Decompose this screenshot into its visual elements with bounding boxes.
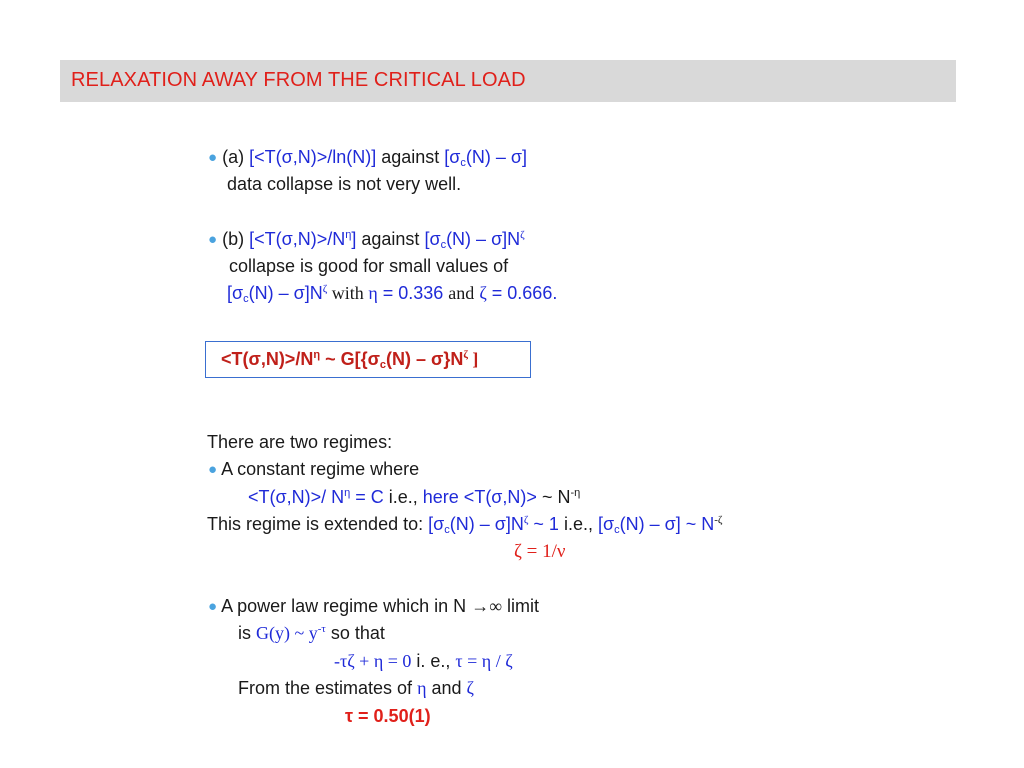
power-regime-heading: ● A power law regime which in N →∞ limit [208, 596, 540, 616]
zeta-nu-relation: ζ = 1/ν [514, 541, 566, 562]
item-b-expression: $[<T(\sigma,N)>/N^\eta]$ [249, 229, 357, 249]
item-b-label: (b) [222, 229, 245, 249]
bullet-icon: ● [208, 149, 218, 166]
item-b-line3: $[\sigma_c(N) - \sigma]N^\zeta$ with η = 0.336 and ζ = 0.666. [227, 283, 558, 305]
item-b-line1 [208, 228, 525, 252]
scaling-equation: $<T(\sigma,N)>/N^\eta$ ~ $G[\{\sigma_c(N) - \sigma\}N^\zeta$ ] [221, 349, 479, 371]
item-b-line2: collapse is good for small values of [229, 256, 509, 276]
item-b-against: against [361, 229, 420, 249]
bullet-icon: ● [208, 461, 218, 478]
item-a-expression: [<T(σ,N)>/ln(N)] [249, 147, 377, 167]
constant-regime-equation: <T(σ,N)>/ $N^\eta = C$ i.e., here <T(σ,N)> ~ $N^{-\eta}$ [248, 487, 581, 507]
bullet-icon: ● [208, 598, 218, 615]
item-a-sigma-expr: $[\sigma_c(N) - \sigma]$ [444, 147, 528, 169]
tau-result: τ = 0.50(1) [345, 706, 431, 726]
title-bar [60, 60, 956, 102]
bullet-icon: ● [208, 231, 218, 248]
slide-title: RELAXATION AWAY FROM THE CRITICAL LOAD [71, 69, 526, 91]
constant-regime-heading: ● A constant regime where [208, 459, 420, 479]
item-a-line1 [208, 146, 527, 170]
tau-relation: -τζ + η = 0 i. e., τ = η / ζ [334, 651, 513, 671]
regimes-intro: There are two regimes: [207, 432, 393, 452]
item-a-against: against [381, 147, 440, 167]
item-b-sigma-expr: $[\sigma_c(N) - \sigma]N^\zeta$ [424, 229, 525, 251]
item-a-label: (a) [222, 147, 245, 167]
arrow-infinity-icon: →∞ [471, 596, 503, 616]
regime-extension-line: This regime is extended to: $[\sigma_c(N) - \sigma]N^\zeta$ ~ 1 i.e., $[\sigma_c(N) - \sigma]$ ~ $N^{-\zeta}$ [207, 514, 723, 536]
estimates-line: From the estimates of η and ζ [238, 678, 474, 698]
item-a-line2: data collapse is not very well. [227, 174, 462, 194]
scaling-equation-box [205, 341, 531, 378]
power-law-form: is G(y) ~ $y^{-\tau}$ so that [238, 623, 385, 643]
